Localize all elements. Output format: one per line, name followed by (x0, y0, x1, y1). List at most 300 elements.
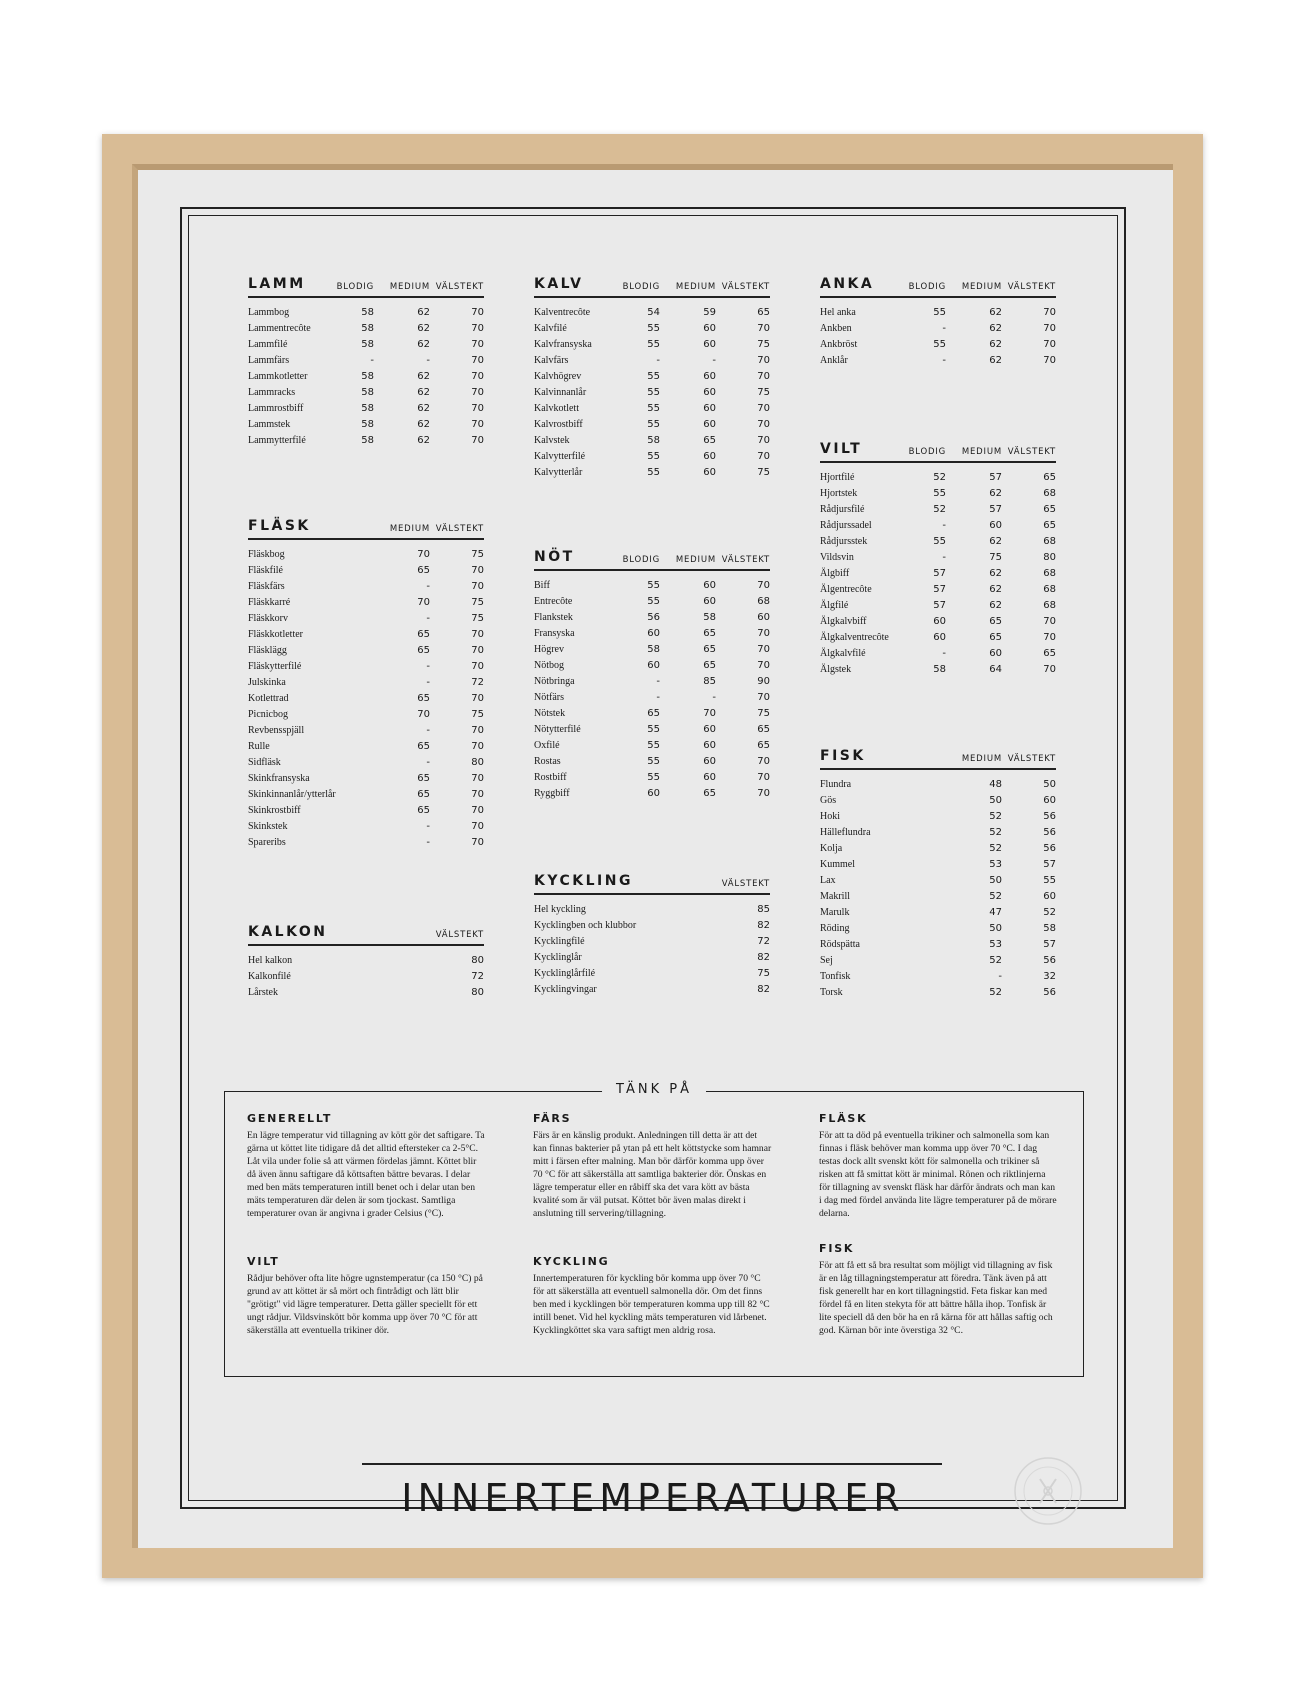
row-name: Julskinka (248, 676, 286, 688)
row-value: 55 (647, 723, 660, 735)
row-name: Skinkstek (248, 820, 288, 832)
table-title: FLÄSK (248, 518, 311, 534)
table-kyckling (534, 867, 770, 997)
table-row (820, 581, 1056, 597)
table-row (820, 840, 1056, 856)
row-name: Kalvfärs (534, 354, 569, 366)
row-name: Älgkalvbiff (820, 615, 867, 627)
row-name: Vildsvin (820, 551, 854, 563)
row-value: 65 (417, 804, 430, 816)
row-value: 65 (417, 628, 430, 640)
row-value: 65 (703, 787, 716, 799)
row-name: Lammrostbiff (248, 402, 304, 414)
row-value: 68 (1043, 599, 1056, 611)
row-value: 62 (417, 322, 430, 334)
column-header: MEDIUM (675, 282, 716, 292)
table-row (820, 501, 1056, 517)
row-value: 55 (647, 370, 660, 382)
row-name: Rådjursfilé (820, 503, 865, 515)
row-value: 62 (989, 354, 1002, 366)
row-value: 56 (647, 611, 660, 623)
row-value: 65 (703, 627, 716, 639)
table-title: VILT (820, 441, 863, 457)
row-value: 65 (703, 659, 716, 671)
row-value: 80 (471, 756, 484, 768)
table-title: FISK (820, 748, 866, 764)
row-name: Skinkinnanlår/ytterlår (248, 788, 336, 800)
note-vilt-title: VILT (247, 1255, 280, 1268)
row-value: 82 (757, 919, 770, 931)
row-value: 75 (471, 612, 484, 624)
row-name: Kotlettrad (248, 692, 289, 704)
table-row (820, 808, 1056, 824)
row-name: Oxfilé (534, 739, 560, 751)
table-row (248, 786, 484, 802)
row-name: Fläskkorv (248, 612, 288, 624)
row-value: 55 (647, 466, 660, 478)
table-header (820, 270, 1056, 298)
row-value: - (998, 970, 1002, 982)
row-value: 72 (757, 935, 770, 947)
row-name: Älgstek (820, 663, 852, 675)
row-value: - (426, 580, 430, 592)
row-value: 62 (417, 386, 430, 398)
row-value: 55 (647, 771, 660, 783)
note-flask-text: För att ta död på eventuella trikiner och salmonella som kan finnas i fläsk behöver man komma upp över 70 °C. I dag testas dock allt svenskt kött för salmonella och trikiner så risken att få smittat kött är minimal. Rönen och riktlinjerna för tillagning av svenskt fläsk har därför ändrats och man kan i dag med fördel använda lite lägre temperaturer på de mörare delarna. (819, 1130, 1057, 1219)
row-value: 70 (1043, 615, 1056, 627)
row-name: Kalvytterlår (534, 466, 583, 478)
table-fisk (820, 742, 1056, 1000)
row-value: 80 (471, 954, 484, 966)
table-row (820, 920, 1056, 936)
row-name: Hjortfilé (820, 471, 855, 483)
row-name: Kycklingvingar (534, 983, 597, 995)
row-value: 58 (933, 663, 946, 675)
row-name: Torsk (820, 986, 843, 998)
row-value: 60 (647, 659, 660, 671)
row-value: 62 (989, 599, 1002, 611)
table-row (248, 432, 484, 448)
table-row (820, 888, 1056, 904)
table-row (248, 968, 484, 984)
table-row (534, 304, 770, 320)
note-fars (533, 1112, 773, 1220)
row-name: Älgbiff (820, 567, 850, 579)
row-value: 58 (361, 370, 374, 382)
row-value: 58 (1043, 922, 1056, 934)
row-name: Kummel (820, 858, 855, 870)
row-name: Hoki (820, 810, 840, 822)
row-name: Hälleflundra (820, 826, 871, 838)
row-value: 62 (417, 370, 430, 382)
row-value: 55 (933, 535, 946, 547)
row-value: 70 (471, 644, 484, 656)
row-value: - (942, 647, 946, 659)
row-name: Hel kalkon (248, 954, 293, 966)
row-value: 65 (757, 723, 770, 735)
title-rule (362, 1463, 942, 1465)
row-value: 70 (417, 708, 430, 720)
row-value: 55 (647, 755, 660, 767)
row-name: Hjortstek (820, 487, 858, 499)
table-kalkon (248, 918, 484, 1000)
row-value: 52 (1043, 906, 1056, 918)
row-name: Lårstek (248, 986, 278, 998)
row-value: 70 (471, 418, 484, 430)
row-value: 48 (989, 778, 1002, 790)
table-row (534, 689, 770, 705)
table-not (534, 543, 770, 801)
row-value: 52 (989, 826, 1002, 838)
row-name: Picnicbog (248, 708, 288, 720)
row-value: 70 (757, 434, 770, 446)
note-kyckling (533, 1255, 773, 1337)
row-value: 70 (471, 580, 484, 592)
row-value: 62 (989, 535, 1002, 547)
table-body (534, 304, 770, 480)
row-value: 70 (417, 596, 430, 608)
table-row (534, 609, 770, 625)
row-name: Lax (820, 874, 836, 886)
row-name: Röding (820, 922, 850, 934)
row-value: - (426, 820, 430, 832)
table-row (248, 674, 484, 690)
row-value: 59 (703, 306, 716, 318)
embossed-stamp-icon (1012, 1455, 1084, 1527)
row-name: Spareribs (248, 836, 286, 848)
row-value: 62 (989, 487, 1002, 499)
table-row (820, 824, 1056, 840)
row-value: 56 (1043, 842, 1056, 854)
poster-title: INNERTEMPERATURER (401, 1476, 905, 1520)
row-value: 70 (757, 643, 770, 655)
table-row (534, 320, 770, 336)
row-value: 65 (417, 772, 430, 784)
table-row (248, 578, 484, 594)
table-row (248, 690, 484, 706)
table-row (820, 352, 1056, 368)
column-header: MEDIUM (389, 524, 430, 534)
note-kyckling-text: Innertemperaturen för kyckling bör komma upp över 70 °C för att säkerställa att eventuell salmonella dör. Om det finns ben med i kycklingen bör temperaturen komma upp till 82 °C intill benet. Vid hel kyckling mäts temperaturen vid lårbenet. Kycklingköttet ska vara saftigt men aldrig rosa. (533, 1273, 770, 1336)
row-name: Sej (820, 954, 833, 966)
table-lamm (248, 270, 484, 448)
row-name: Ankbröst (820, 338, 858, 350)
note-fars-title: FÄRS (533, 1112, 572, 1125)
row-value: 60 (703, 322, 716, 334)
row-name: Älgkalvfilé (820, 647, 866, 659)
note-flask (819, 1112, 1059, 1220)
row-name: Flundra (820, 778, 852, 790)
table-row (820, 776, 1056, 792)
table-row (534, 901, 770, 917)
row-value: 50 (989, 874, 1002, 886)
table-kalv (534, 270, 770, 480)
row-name: Fläskfilé (248, 564, 283, 576)
row-value: 60 (1043, 794, 1056, 806)
column-header: VÄLSTEKT (435, 930, 484, 940)
row-value: 62 (417, 402, 430, 414)
row-value: 57 (989, 471, 1002, 483)
row-value: 55 (647, 739, 660, 751)
row-value: 65 (1043, 519, 1056, 531)
column-header: VÄLSTEKT (1007, 447, 1056, 457)
row-value: 70 (471, 804, 484, 816)
table-row (248, 952, 484, 968)
column-header: VÄLSTEKT (1007, 754, 1056, 764)
row-value: 57 (933, 583, 946, 595)
row-value: 58 (703, 611, 716, 623)
row-value: 57 (1043, 938, 1056, 950)
table-row (534, 432, 770, 448)
row-value: 68 (757, 595, 770, 607)
table-row (248, 722, 484, 738)
row-value: 80 (471, 986, 484, 998)
row-value: 56 (1043, 826, 1056, 838)
table-row (534, 933, 770, 949)
row-name: Kycklingfilé (534, 935, 585, 947)
row-value: 72 (471, 676, 484, 688)
row-value: 60 (703, 466, 716, 478)
table-row (248, 770, 484, 786)
row-value: 60 (989, 519, 1002, 531)
row-name: Rostbiff (534, 771, 567, 783)
row-value: 75 (471, 548, 484, 560)
row-value: - (942, 519, 946, 531)
row-value: 58 (361, 402, 374, 414)
table-row (820, 792, 1056, 808)
row-name: Makrill (820, 890, 850, 902)
column-header: MEDIUM (675, 555, 716, 565)
table-body (820, 304, 1056, 368)
row-name: Högrev (534, 643, 564, 655)
tank-pa-title: TÄNK PÅ (602, 1082, 706, 1097)
row-value: 53 (989, 858, 1002, 870)
table-row (534, 400, 770, 416)
row-name: Biff (534, 579, 550, 591)
row-name: Fläskytterfilé (248, 660, 302, 672)
table-row (248, 610, 484, 626)
row-name: Älgentrecôte (820, 583, 872, 595)
row-value: 60 (757, 611, 770, 623)
table-row (248, 320, 484, 336)
column-header: BLODIG (336, 282, 374, 292)
column-header: VÄLSTEKT (721, 879, 770, 889)
row-value: - (942, 551, 946, 563)
row-name: Rostas (534, 755, 561, 767)
row-value: 85 (757, 903, 770, 915)
row-value: 32 (1043, 970, 1056, 982)
row-value: 70 (471, 820, 484, 832)
row-value: 75 (471, 596, 484, 608)
row-value: 70 (757, 322, 770, 334)
row-value: 62 (989, 306, 1002, 318)
row-value: 58 (361, 338, 374, 350)
row-value: 55 (647, 322, 660, 334)
row-value: 70 (1043, 354, 1056, 366)
table-body (534, 577, 770, 801)
row-value: 65 (417, 692, 430, 704)
table-body (534, 901, 770, 997)
row-name: Kycklinglårfilé (534, 967, 596, 979)
table-header (248, 512, 484, 540)
table-row (820, 533, 1056, 549)
table-row (534, 368, 770, 384)
table-row (248, 706, 484, 722)
row-value: 62 (417, 418, 430, 430)
row-value: 58 (361, 306, 374, 318)
row-value: 50 (1043, 778, 1056, 790)
row-value: 70 (471, 836, 484, 848)
row-value: 55 (1043, 874, 1056, 886)
table-body (248, 304, 484, 448)
table-row (820, 565, 1056, 581)
table-flask (248, 512, 484, 850)
table-title: KALKON (248, 924, 328, 940)
row-value: 70 (757, 771, 770, 783)
table-row (248, 642, 484, 658)
table-row (534, 737, 770, 753)
table-header (248, 918, 484, 946)
row-value: 52 (933, 503, 946, 515)
row-value: 70 (757, 370, 770, 382)
table-row (534, 721, 770, 737)
row-value: 70 (471, 434, 484, 446)
table-row (248, 754, 484, 770)
note-vilt (247, 1255, 487, 1337)
row-value: 65 (417, 644, 430, 656)
row-value: 75 (471, 708, 484, 720)
table-row (534, 625, 770, 641)
row-value: 60 (989, 647, 1002, 659)
column-header: VÄLSTEKT (435, 282, 484, 292)
table-row (820, 485, 1056, 501)
row-value: 62 (989, 338, 1002, 350)
row-name: Sidfläsk (248, 756, 281, 768)
table-row (820, 320, 1056, 336)
row-value: - (370, 354, 374, 366)
table-header (534, 270, 770, 298)
table-row (820, 336, 1056, 352)
row-value: - (656, 354, 660, 366)
note-fisk-title: FISK (819, 1242, 855, 1255)
table-title: ANKA (820, 276, 875, 292)
row-value: 65 (1043, 503, 1056, 515)
table-row (534, 753, 770, 769)
row-value: 55 (933, 306, 946, 318)
row-value: 70 (471, 402, 484, 414)
row-value: - (712, 354, 716, 366)
column-header: MEDIUM (961, 282, 1002, 292)
column-header: VÄLSTEKT (1007, 282, 1056, 292)
table-row (820, 936, 1056, 952)
row-name: Ryggbiff (534, 787, 570, 799)
row-value: 65 (703, 434, 716, 446)
table-title: KALV (534, 276, 584, 292)
table-row (820, 304, 1056, 320)
row-name: Kalvfransyska (534, 338, 592, 350)
row-value: - (426, 612, 430, 624)
row-value: 50 (989, 922, 1002, 934)
row-value: 68 (1043, 583, 1056, 595)
row-value: 65 (1043, 647, 1056, 659)
row-value: 62 (417, 306, 430, 318)
table-row (820, 613, 1056, 629)
table-row (534, 336, 770, 352)
row-value: 60 (703, 579, 716, 591)
table-row (248, 304, 484, 320)
row-value: 65 (989, 631, 1002, 643)
row-name: Lammbog (248, 306, 290, 318)
row-value: 68 (1043, 487, 1056, 499)
row-value: 58 (361, 418, 374, 430)
table-row (534, 949, 770, 965)
row-value: 72 (471, 970, 484, 982)
row-value: 60 (933, 615, 946, 627)
table-row (534, 981, 770, 997)
row-value: 70 (757, 755, 770, 767)
row-name: Kycklinglår (534, 951, 582, 963)
table-row (534, 577, 770, 593)
row-value: 75 (757, 466, 770, 478)
table-header (820, 742, 1056, 770)
row-value: 52 (989, 986, 1002, 998)
table-row (248, 562, 484, 578)
row-value: 57 (989, 503, 1002, 515)
row-value: 58 (647, 434, 660, 446)
table-vilt (820, 435, 1056, 677)
row-value: 65 (417, 788, 430, 800)
column-header: VÄLSTEKT (721, 282, 770, 292)
table-row (820, 645, 1056, 661)
row-name: Fläsklägg (248, 644, 287, 656)
row-value: 55 (933, 338, 946, 350)
row-value: 60 (703, 338, 716, 350)
table-title: KYCKLING (534, 873, 633, 889)
table-header (248, 270, 484, 298)
row-name: Lammracks (248, 386, 296, 398)
row-value: 68 (1043, 535, 1056, 547)
row-value: 70 (757, 627, 770, 639)
row-value: - (942, 354, 946, 366)
table-header (534, 867, 770, 895)
row-value: - (426, 676, 430, 688)
table-row (248, 546, 484, 562)
row-value: 70 (471, 660, 484, 672)
row-value: 70 (471, 772, 484, 784)
row-name: Nötbog (534, 659, 564, 671)
row-value: 60 (703, 771, 716, 783)
row-value: 60 (703, 370, 716, 382)
row-name: Nötstek (534, 707, 566, 719)
table-row (534, 657, 770, 673)
row-value: 70 (471, 354, 484, 366)
row-name: Nötytterfilé (534, 723, 581, 735)
row-value: 54 (647, 306, 660, 318)
row-name: Lammytterfilé (248, 434, 306, 446)
table-row (534, 352, 770, 368)
row-value: 60 (703, 595, 716, 607)
row-name: Kalvhögrev (534, 370, 582, 382)
row-value: 57 (933, 567, 946, 579)
row-value: 65 (757, 306, 770, 318)
table-row (820, 904, 1056, 920)
row-name: Nötbringa (534, 675, 575, 687)
row-value: 58 (361, 434, 374, 446)
table-row (534, 965, 770, 981)
row-value: 75 (757, 386, 770, 398)
row-value: - (426, 756, 430, 768)
row-value: 55 (647, 418, 660, 430)
